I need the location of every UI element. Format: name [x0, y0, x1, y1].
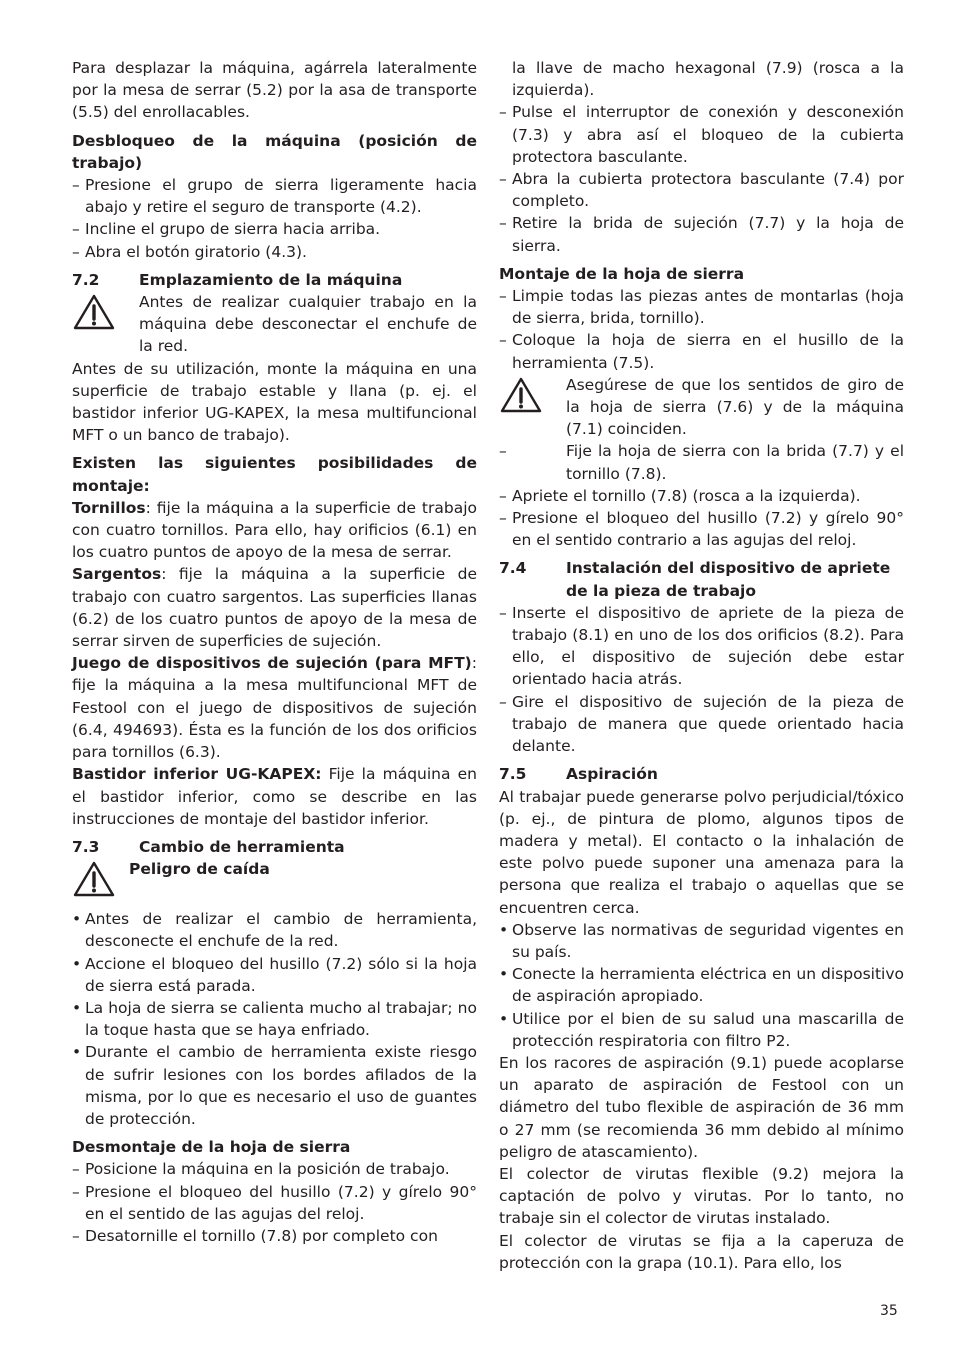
section-heading-7-4 [499, 557, 904, 601]
heading-desmontaje: Desmontaje de la hoja de sierra [72, 1138, 351, 1157]
list-item: – Desatornille el tornillo (7.8) por completo con [72, 1226, 438, 1245]
section-title: Aspiración [566, 765, 658, 784]
warning-block [72, 858, 477, 908]
warning-title: Peligro de caída [129, 860, 270, 879]
heading-desbloqueo: Desbloqueo de la máquina (posición de trabajo) [72, 131, 477, 172]
list-item: – Gire el dispositivo de sujeción de la pieza de trabajo de manera que quede orientado hacia delante. [499, 692, 904, 756]
paragraph-aspiracion: Al trabajar puede generarse polvo perjudicial/tóxico (p. ej., de pintura de plomo, algunos tipos de madera y metal). El contacto o la inhalación de este polvo puede suponer una amenaza para la persona que realiza el trabajo o aquellas que se encuentren cerca. [499, 787, 904, 917]
list-item: – Presione el grupo de sierra ligeramente hacia abajo y retire el seguro de transporte (4.2). [72, 176, 477, 217]
paragraph-desplazar: Para desplazar la máquina, agárrela lateralmente por la mesa de serrar (5.2) por la asa de transporte (5.5) del enrollacables. [72, 59, 477, 122]
list-item: • Conecte la herramienta eléctrica en un dispositivo de aspiración apropiado. [499, 965, 904, 1006]
list-item: – Limpie todas las piezas antes de montarlas (hoja de sierra, brida, tornillo). [499, 287, 904, 328]
list-item: – Fije la hoja de sierra con la brida (7.7) y el tornillo (7.8). [499, 442, 904, 483]
list-item: • Durante el cambio de herramienta existe riesgo de sufrir lesiones con los bordes afilados de la misma, por lo que es necesario el uso de guantes de protección. [72, 1043, 477, 1128]
list-item: • Utilice por el bien de su salud una mascarilla de protección respiratoria con filtro P2. [499, 1009, 904, 1050]
right-column [499, 57, 904, 1274]
list-item: – Retire la brida de sujeción (7.7) y la hoja de sierra. [499, 214, 904, 255]
list-item: – Coloque la hoja de sierra en el husillo de la herramienta (7.5). [499, 331, 904, 372]
paragraph-antes: Antes de su utilización, monte la máquina en una superficie de trabajo estable y llana (p. ej. el bastidor inferior UG-KAPEX, la mesa multifuncional MFT o un banco de trabajo). [72, 359, 477, 445]
section-heading-7-2 [72, 269, 477, 291]
section-title: Emplazamiento de la máquina [139, 270, 403, 289]
list-item: – Presione el bloqueo del husillo (7.2) y gírelo 90° en el sentido contrario a las agujas del reloj. [499, 509, 904, 550]
list-item: – Incline el grupo de sierra hacia arriba. [72, 220, 381, 239]
list-item: – Pulse el interruptor de conexión y desconexión (7.3) y abra así el bloqueo de la cubierta protectora basculante. [499, 103, 904, 166]
list-item: • Observe las normativas de seguridad vigentes en su país. [499, 920, 904, 961]
list-item: – Abra el botón giratorio (4.3). [72, 242, 307, 261]
list-item: • Antes de realizar el cambio de herramienta, desconecte el enchufe de la red. [72, 910, 477, 951]
list-item: • Accione el bloqueo del husillo (7.2) sólo si la hoja de sierra está parada. [72, 954, 477, 995]
section-number: 7.3 [72, 837, 100, 856]
section-heading-7-5 [499, 763, 904, 785]
list-item: – Posicione la máquina en la posición de trabajo. [72, 1160, 450, 1179]
section-heading-7-3 [72, 836, 477, 858]
paragraph-colector: El colector de virutas flexible (9.2) mejora la captación de polvo y virutas. Por lo tanto, no trabaje sin el colector de virutas instalado. [499, 1164, 904, 1228]
section-title: Cambio de herramienta [139, 837, 345, 856]
paragraph-sargentos: Sargentos: fije la máquina a la superficie de trabajo con cuatro sargentos. Las superficies llanas (6.2) de los cuatro puntos de apoyo de la mesa de serrar sirven de superficies de sujeción. [72, 565, 477, 651]
warning-triangle-icon [72, 858, 129, 908]
paragraph-juego: Juego de dispositivos de sujeción (para MFT): fije la máquina a la mesa multifuncional MFT de Festool con el juego de dispositivos de sujeción (6.4, 494693). Ésta es la función de los dos orificios para tornillos (6.3). [72, 654, 477, 762]
left-column [72, 57, 477, 1247]
warning-block [499, 374, 904, 441]
section-number: 7.2 [72, 270, 100, 289]
paragraph-bastidor: Bastidor inferior UG-KAPEX: Fije la máquina en el bastidor inferior, como se describe en las instrucciones de montaje del bastidor inferior. [72, 765, 477, 828]
paragraph-grapa: El colector de virutas se fija a la caperuza de protección con la grapa (10.1). Para ello, los [499, 1231, 904, 1272]
warning-triangle-icon [72, 291, 139, 358]
heading-posibilidades: Existen las siguientes posibilidades de montaje: [72, 454, 477, 495]
warning-text: Antes de realizar cualquier trabajo en la máquina debe desconectar el enchufe de la red. [139, 293, 477, 356]
heading-montaje: Montaje de la hoja de sierra [499, 264, 745, 283]
warning-text: Asegúrese de que los sentidos de giro de la hoja de sierra (7.6) y de la máquina (7.1) coinciden. [566, 375, 904, 439]
section-title: Instalación del dispositivo de apriete de la pieza de trabajo [566, 559, 891, 600]
section-number: 7.5 [499, 765, 527, 784]
list-item: • La hoja de sierra se calienta mucho al trabajar; no la toque hasta que se haya enfriado. [72, 998, 477, 1040]
warning-triangle-icon [499, 374, 566, 441]
warning-block [72, 291, 477, 358]
list-item: – Presione el bloqueo del husillo (7.2) y gírelo 90° en el sentido de las agujas del reloj. [72, 1182, 477, 1223]
list-item: – Inserte el dispositivo de apriete de la pieza de trabajo (8.1) en uno de los dos orificios (8.2). Para ello, el dispositivo de sujeción debe estar orientado hacia atrás. [499, 603, 904, 689]
continued-text: la llave de macho hexagonal (7.9) (rosca a la izquierda). [512, 59, 904, 100]
list-item: – Apriete el tornillo (7.8) (rosca a la izquierda). [499, 486, 861, 505]
list-item: – Abra la cubierta protectora basculante (7.4) por completo. [499, 170, 904, 211]
section-number: 7.4 [499, 559, 527, 578]
paragraph-tornillos: Tornillos: fije la máquina a la superficie de trabajo con cuatro tornillos. Para ello, hay orificios (6.1) en los cuatro puntos de apoyo de la mesa de serrar. [72, 498, 477, 562]
page-number: 35 [880, 1303, 898, 1319]
paragraph-racores: En los racores de aspiración (9.1) puede acoplarse un aparato de aspiración de Festool con un diámetro del tubo flexible de aspiración de 36 mm o 27 mm (se recomienda 36 mm debido al mínimo peligro de atascamiento). [499, 1053, 904, 1161]
